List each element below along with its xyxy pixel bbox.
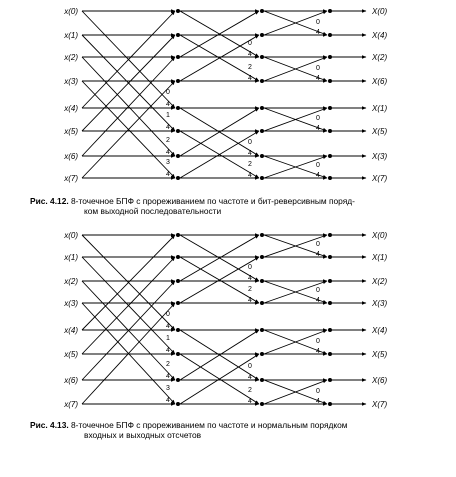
node xyxy=(260,176,264,180)
twiddle-label: 4 xyxy=(316,125,320,132)
node xyxy=(260,9,264,13)
twiddle-label: 0 xyxy=(316,388,320,395)
figure-4-12-signal-flow-graph xyxy=(63,7,387,183)
output-label: X(3) xyxy=(372,299,388,308)
output-label: X(0) xyxy=(372,231,388,240)
input-label: x(4) xyxy=(64,326,78,335)
twiddle-label: 0 xyxy=(316,241,320,248)
node xyxy=(328,106,332,110)
node xyxy=(260,301,264,305)
twiddle-label: 4 xyxy=(316,75,320,82)
twiddle-label: 4 xyxy=(248,374,252,381)
twiddle-label: 2 xyxy=(166,361,170,368)
output-label: X(3) xyxy=(372,152,388,161)
caption-text-line2: ком выходной последовательности xyxy=(84,206,222,216)
node xyxy=(328,328,332,332)
node xyxy=(176,279,180,283)
node xyxy=(328,33,332,37)
twiddle-label: 4 xyxy=(166,101,170,108)
node xyxy=(176,129,180,133)
input-label: x(0) xyxy=(64,7,78,16)
node xyxy=(176,301,180,305)
twiddle-label: 4 xyxy=(248,75,252,82)
node xyxy=(260,154,264,158)
node xyxy=(176,255,180,259)
caption-label: Рис. 4.13. xyxy=(30,420,69,430)
node xyxy=(260,378,264,382)
twiddle-label: 4 xyxy=(166,171,170,178)
twiddle-label: 4 xyxy=(166,124,170,131)
node xyxy=(328,352,332,356)
input-label: x(3) xyxy=(64,77,78,86)
node xyxy=(260,402,264,406)
node xyxy=(176,176,180,180)
output-label: X(0) xyxy=(372,7,388,16)
input-label: x(5) xyxy=(64,127,78,136)
twiddle-label: 4 xyxy=(316,348,320,355)
twiddle-label: 0 xyxy=(316,287,320,294)
node xyxy=(176,233,180,237)
twiddle-label: 2 xyxy=(248,387,252,394)
twiddle-label: 4 xyxy=(316,251,320,258)
twiddle-label: 0 xyxy=(316,115,320,122)
twiddle-label: 1 xyxy=(166,335,170,342)
input-label: x(3) xyxy=(64,299,78,308)
output-label: X(6) xyxy=(372,376,388,385)
figure-4-13-caption xyxy=(30,420,440,440)
input-label: x(2) xyxy=(64,277,78,286)
node xyxy=(176,154,180,158)
input-label: x(6) xyxy=(64,376,78,385)
figure-4-13-signal-flow-graph xyxy=(63,231,387,409)
node xyxy=(176,9,180,13)
twiddle-label: 2 xyxy=(248,161,252,168)
twiddle-label: 4 xyxy=(166,373,170,380)
output-label: X(7) xyxy=(372,400,388,409)
twiddle-label: 0 xyxy=(248,139,252,146)
twiddle-label: 4 xyxy=(166,397,170,404)
twiddle-label: 4 xyxy=(248,297,252,304)
twiddle-label: 4 xyxy=(166,347,170,354)
caption-text-line1: 8-точечное БПФ с прореживанием по частоте и нормальным порядком xyxy=(71,420,348,430)
output-label: X(7) xyxy=(372,174,388,183)
node xyxy=(260,55,264,59)
node xyxy=(328,301,332,305)
input-label: x(6) xyxy=(64,152,78,161)
node xyxy=(328,378,332,382)
output-label: X(2) xyxy=(372,53,388,62)
twiddle-label: 3 xyxy=(166,159,170,166)
node xyxy=(328,233,332,237)
twiddle-label: 4 xyxy=(248,275,252,282)
input-label: x(7) xyxy=(64,400,78,409)
twiddle-label: 4 xyxy=(166,149,170,156)
caption-label: Рис. 4.12. xyxy=(30,196,69,206)
output-label: X(4) xyxy=(372,31,388,40)
twiddle-label: 0 xyxy=(316,162,320,169)
twiddle-label: 4 xyxy=(316,398,320,405)
node xyxy=(260,233,264,237)
input-label: x(4) xyxy=(64,104,78,113)
output-label: X(6) xyxy=(372,77,388,86)
twiddle-label: 0 xyxy=(316,65,320,72)
input-label: x(1) xyxy=(64,253,78,262)
output-label: X(2) xyxy=(372,277,388,286)
twiddle-label: 0 xyxy=(316,19,320,26)
node xyxy=(176,378,180,382)
twiddle-label: 2 xyxy=(248,64,252,71)
twiddle-label: 0 xyxy=(248,264,252,271)
node xyxy=(260,279,264,283)
twiddle-label: 2 xyxy=(166,137,170,144)
twiddle-label: 4 xyxy=(316,172,320,179)
twiddle-label: 3 xyxy=(166,385,170,392)
node xyxy=(328,255,332,259)
twiddle-label: 4 xyxy=(248,172,252,179)
twiddle-label: 4 xyxy=(166,323,170,330)
node xyxy=(328,9,332,13)
node xyxy=(176,106,180,110)
node xyxy=(260,328,264,332)
node xyxy=(176,55,180,59)
node xyxy=(176,79,180,83)
output-label: X(4) xyxy=(372,326,388,335)
input-label: x(0) xyxy=(64,231,78,240)
twiddle-label: 0 xyxy=(248,363,252,370)
node xyxy=(260,106,264,110)
output-label: X(1) xyxy=(372,104,388,113)
input-label: x(5) xyxy=(64,350,78,359)
twiddle-label: 4 xyxy=(248,150,252,157)
twiddle-label: 4 xyxy=(316,297,320,304)
output-label: X(5) xyxy=(372,127,388,136)
twiddle-label: 0 xyxy=(166,89,170,96)
node xyxy=(260,255,264,259)
node xyxy=(328,279,332,283)
twiddle-label: 4 xyxy=(316,29,320,36)
node xyxy=(328,176,332,180)
node xyxy=(260,129,264,133)
twiddle-label: 0 xyxy=(316,338,320,345)
caption-text-line1: 8-точечное БПФ с прореживанием по частоте и бит-реверсивным поряд- xyxy=(71,196,355,206)
input-label: x(1) xyxy=(64,31,78,40)
node xyxy=(328,154,332,158)
twiddle-label: 4 xyxy=(248,398,252,405)
node xyxy=(176,328,180,332)
input-label: x(2) xyxy=(64,53,78,62)
input-label: x(7) xyxy=(64,174,78,183)
node xyxy=(260,79,264,83)
caption-text-line2: входных и выходных отсчетов xyxy=(84,430,202,440)
output-label: X(5) xyxy=(372,350,388,359)
node xyxy=(176,402,180,406)
twiddle-label: 1 xyxy=(166,112,170,119)
twiddle-label: 2 xyxy=(248,286,252,293)
node xyxy=(328,55,332,59)
twiddle-label: 0 xyxy=(248,40,252,47)
figure-4-12-caption xyxy=(30,196,440,216)
node xyxy=(328,79,332,83)
node xyxy=(328,129,332,133)
twiddle-label: 0 xyxy=(166,311,170,318)
node xyxy=(176,352,180,356)
node xyxy=(260,33,264,37)
node xyxy=(176,33,180,37)
node xyxy=(260,352,264,356)
node xyxy=(328,402,332,406)
output-label: X(1) xyxy=(372,253,388,262)
twiddle-label: 4 xyxy=(248,51,252,58)
